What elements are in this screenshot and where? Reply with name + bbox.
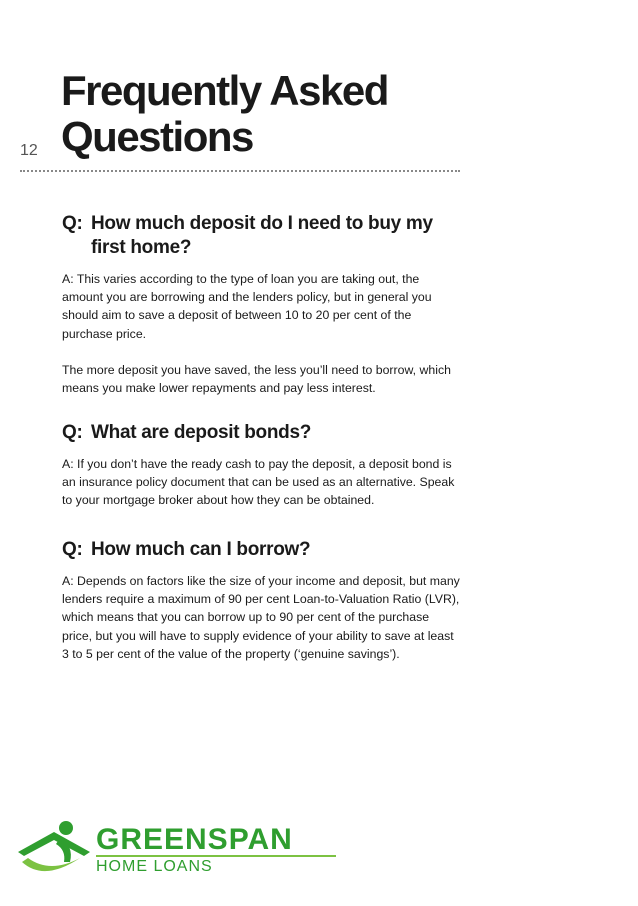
question-text: How much can I borrow? bbox=[91, 539, 311, 560]
faq-question bbox=[62, 212, 462, 260]
faq-item-borrow bbox=[62, 538, 462, 663]
page-title-line-2: Questions bbox=[61, 113, 253, 160]
logo-tagline-text: HOME LOANS bbox=[96, 858, 213, 875]
answer-paragraph: A: If you don’t have the ready cash to pay the deposit, a deposit bond is an insurance policy document that can be used as an alternative. Speak to your mortgage broker about how they can be obtained. bbox=[62, 457, 455, 508]
question-label: Q: bbox=[62, 539, 83, 560]
faq-question bbox=[62, 421, 462, 445]
page-title-line-1: Frequently Asked bbox=[61, 67, 388, 114]
page-title bbox=[61, 68, 388, 160]
answer-paragraph: The more deposit you have saved, the less you’ll need to borrow, which means you make lower repayments and pay less interest. bbox=[62, 362, 451, 396]
logo-divider bbox=[96, 855, 336, 857]
page-number: 12 bbox=[20, 142, 38, 159]
logo-head-icon bbox=[59, 821, 73, 835]
dotted-divider bbox=[20, 170, 460, 172]
question-text: What are deposit bonds? bbox=[91, 422, 312, 443]
faq-item-deposit-bonds bbox=[62, 421, 462, 510]
logo-roof-icon bbox=[18, 832, 90, 856]
answer-paragraph: A: Depends on factors like the size of your income and deposit, but many lenders require a maximum of 90 per cent Loan-to-Valuation Ratio (LVR), which means that you can borrow up to 90 per cent of the purchase price, but you will have to supply evidence of your ability to save at least 3 to 5 per cent of the value of the property (‘genuine savings’). bbox=[62, 574, 460, 661]
question-label: Q: bbox=[62, 422, 83, 443]
answer-paragraph: A: This varies according to the type of loan you are taking out, the amount you are borrowing and the lenders policy, but in general you should aim to save a deposit of between 10 to 20 per cent of the purchase price. bbox=[62, 272, 432, 341]
greenspan-logo-icon bbox=[14, 818, 94, 878]
faq-answer bbox=[62, 270, 462, 397]
faq-answer bbox=[62, 455, 462, 510]
faq-answer bbox=[62, 572, 462, 663]
question-text: How much deposit do I need to buy my first home? bbox=[91, 213, 433, 258]
logo-swoosh-icon bbox=[22, 858, 80, 871]
question-label: Q: bbox=[62, 213, 83, 234]
logo-brand-text: GREENSPAN bbox=[96, 823, 293, 856]
faq-item-deposit bbox=[62, 212, 462, 397]
faq-question bbox=[62, 538, 462, 562]
